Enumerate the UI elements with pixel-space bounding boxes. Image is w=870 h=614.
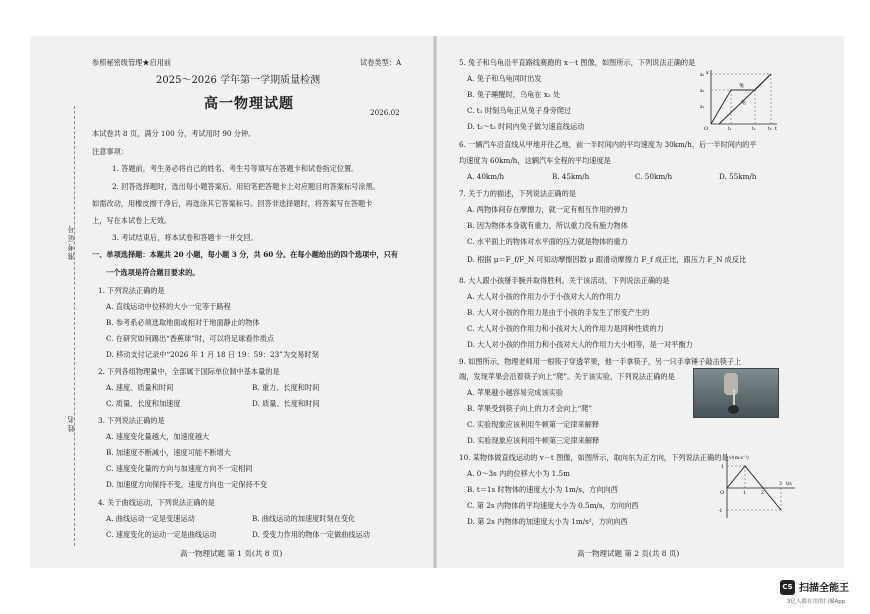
question-stem: 4. 关于曲线运动，下列说法正确的是 [98, 498, 215, 507]
x-axis-label: t [775, 126, 778, 132]
question-stem: 3. 下列说法正确的是 [98, 416, 165, 425]
note-line: 2. 回答选择题时，选出每小题答案后，用铅笔把答题卡上对应题目的答案标号涂黑。 [112, 182, 380, 191]
section-heading: 一、单项选择题：本题共 20 小题，每小题 3 分，共 60 分。在每小题给出的四个选项中，只有 [92, 250, 398, 259]
question-option: D. 加速度方向保持不变，速度方向也一定保持不变 [106, 480, 268, 489]
name-label: 姓名 [67, 414, 75, 432]
rabbit-line [711, 74, 771, 124]
question-option: B. 曲线运动的加速度时刻在变化 [252, 514, 356, 523]
page-left [30, 36, 433, 568]
question-option: D. 根据 μ＝F_f/F_N 可知动摩擦因数 μ 跟滑动摩擦力 F_f 成正比，跟压力 F_N 成反比 [467, 255, 747, 264]
v-tick-label: -1 [718, 509, 723, 514]
scanner-app-name: 扫描全能王 [799, 583, 849, 594]
apple-figure [728, 405, 739, 414]
figure-vt-graph [715, 452, 797, 522]
origin-label: O [720, 490, 725, 496]
question-option: A. 40km/h [467, 172, 505, 181]
question-stem: 6. 一辆汽车沿直线从甲地开往乙地，前一半时间内的平均速度为 30km/h，后一半时间内的平 [459, 140, 757, 149]
paper-type-label: 试卷类型：A [360, 58, 402, 67]
origin-label: O [704, 126, 709, 132]
turtle-line [719, 74, 771, 124]
question-option: A. 速度、质量和时间 [106, 383, 174, 392]
y-axis-label: x [706, 70, 709, 76]
y-tick-label: x₁ [700, 105, 705, 110]
question-stem: 10. 某物体做直线运动的 v－t 图像，如图所示，取向东为正方向，下列说法正确的是 [459, 453, 729, 462]
question-option: C. t₁ 时刻乌龟正从兔子身旁爬过 [467, 106, 572, 115]
question-option: B. 苹果受到筷子向上的力才会向上“爬” [467, 404, 593, 413]
question-stem: 8. 大人跟小孩掰手腕并取得胜利。关于该活动，下列说法正确的是 [459, 276, 670, 285]
question-option: D. 移动支付记录中“2026 年 1 月 18 日 19：59：23”为交易时刻 [106, 350, 319, 359]
question-option: A. 大人对小孩的作用力小于小孩对大人的作用力 [467, 292, 621, 301]
note-line: 如需改动，用橡皮擦干净后，再选涂其它答案标号。回答非选择题时，将答案写在答题卡 [92, 199, 373, 208]
notes-title: 注意事项： [92, 147, 128, 156]
question-option: D. t₂～t₃ 时间内兔子做匀速直线运动 [467, 122, 585, 131]
note-line: 1. 答题前，考生务必将自己的姓名、考生号等填写在答题卡和试卷指定位置。 [112, 164, 359, 173]
question-option: B. t＝1s 时物体的速度大小为 1m/s，方向向西 [467, 485, 618, 494]
question-stem-cont: 端，发现苹果会沿着筷子向上“爬”。关于该实验，下列说法正确的是 [459, 372, 675, 381]
question-option: A. 曲线运动一定是变速运动 [106, 514, 195, 523]
scanner-app-slogan: 3亿人都在用的扫描App [787, 599, 846, 605]
secret-label: 参照秘密级管理★启用前 [92, 58, 172, 67]
question-option: A. 苹果越小越容易完成该实验 [467, 388, 564, 397]
t-tick-label: 3 [779, 482, 782, 487]
question-option: D. 质量、长度和时间 [252, 399, 320, 408]
question-stem-cont: 均速度为 60km/h，这辆汽车全程的平均速度是 [459, 156, 611, 165]
question-option: D. 大人对小孩的作用力和小孩对大人的作用力大小相等，是一对平衡力 [467, 340, 693, 349]
note-line: 上，写在本试卷上无效。 [92, 216, 172, 225]
question-option: D. 实验现象应该利用牛顿第三定律来解释 [467, 436, 600, 445]
x-tick-label: t₃ [768, 127, 772, 132]
curve-label-rabbit: 兔 [739, 83, 745, 89]
y-tick-label: x₂ [700, 89, 705, 94]
question-option: B. 大人对小孩的作用力是由于小孩的手发生了形变产生的 [467, 308, 650, 317]
question-option: C. 第 2s 内物体的平均速度大小为 0.5m/s，方向向西 [467, 501, 639, 510]
exam-date: 2026.02 [370, 108, 400, 117]
intro-text: 本试卷共 8 页，满分 100 分，考试用时 90 分钟。 [92, 129, 256, 138]
question-option: C. 速度变化的运动一定是曲线运动 [106, 530, 217, 539]
scanner-app-logo: CS [780, 580, 795, 595]
question-option: C. 在研究如何踢出“香蕉球”时，可以将足球看作质点 [106, 334, 275, 343]
x-tick-label: t₂ [752, 127, 756, 132]
t-axis-label: t/s [786, 482, 792, 487]
page-footer-left: 高一物理试题 第 1 页(共 8 页) [180, 549, 283, 558]
apple-experiment-photo [693, 368, 779, 418]
question-option: C. 50km/h [635, 172, 673, 181]
binding-line [74, 106, 75, 546]
question-stem: 9. 如图所示，物理老师用一根筷子穿透苹果，他一手拿筷子，另一只手拿锤子敲击筷子上 [459, 357, 742, 366]
t-tick-label: 1 [743, 491, 746, 496]
question-option: B. 兔子睡醒时，乌龟在 x₂ 处 [467, 90, 561, 99]
question-option: B. 因为物体本身就有重力，所以重力没有施力物体 [467, 221, 628, 230]
question-stem: 1. 下列说法正确的是 [98, 286, 165, 295]
v-axis-label: v/(m·s⁻¹) [729, 456, 749, 461]
v-tick-label: 1 [721, 465, 724, 470]
question-option: D. 55km/h [719, 172, 757, 181]
question-option: A. 两物体间存在摩擦力，就一定有相互作用的弹力 [467, 205, 628, 214]
question-option: A. 0～3s 内的位移大小为 1.5m [467, 469, 570, 478]
question-stem: 5. 兔子和乌龟沿平直路线赛跑的 x－t 图像，如图所示，下列说法正确的是 [459, 58, 696, 67]
question-option: D. 受变力作用的物体一定做曲线运动 [252, 530, 370, 539]
page-footer-right: 高一物理试题 第 2 页(共 8 页) [577, 549, 680, 558]
question-stem: 7. 关于力的描述，下列说法正确的是 [459, 189, 576, 198]
hand-figure [724, 373, 738, 395]
subject-title: 高一物理试题 [204, 96, 294, 112]
x-tick-label: t₁ [728, 127, 732, 132]
figure-xt-graph [699, 66, 781, 132]
question-option: B. 重力、长度和时间 [252, 383, 320, 392]
y-tick-label: x₃ [700, 73, 705, 78]
page-right [437, 36, 844, 568]
exam-title: 2025～2026 学年第一学期质量检测 [156, 75, 321, 86]
question-option: D. 第 2s 内物体的加速度大小为 1m/s²，方向向西 [467, 517, 628, 526]
question-option: B. 45km/h [552, 172, 590, 181]
question-option: C. 大人对小孩的作用力和小孩对大人的作用力是同种性质的力 [467, 324, 664, 333]
note-line: 3. 考试结束后，将本试卷和答题卡一并交回。 [112, 233, 258, 242]
question-option: A. 直线运动中位移的大小一定等于路程 [106, 302, 231, 311]
question-option: C. 质量、长度和加速度 [106, 399, 181, 408]
question-option: B. 参考系必须选取地面或相对于地面静止的物体 [106, 318, 260, 327]
question-option: C. 速度变化量的方向与加速度方向不一定相同 [106, 464, 253, 473]
exam-number-label: 准考证号 [67, 224, 75, 260]
t-tick-label: 2 [761, 491, 764, 496]
question-option: A. 兔子和乌龟同时出发 [467, 74, 542, 83]
question-option: C. 水平面上的物体对水平面的压力就是物体的重力 [467, 237, 628, 246]
question-option: A. 速度变化量越大，加速度越大 [106, 432, 210, 441]
section-heading-cont: 一个选项是符合题目要求的。 [106, 268, 200, 277]
question-option: B. 加速度不断减小，速度可能不断增大 [106, 448, 231, 457]
question-option: C. 实验现象应该利用牛顿第一定律来解释 [467, 420, 600, 429]
question-stem: 2. 下列各组物理量中，全部属于国际单位制中基本量的是 [98, 367, 280, 376]
curve-label-turtle: 龟 [741, 100, 747, 106]
